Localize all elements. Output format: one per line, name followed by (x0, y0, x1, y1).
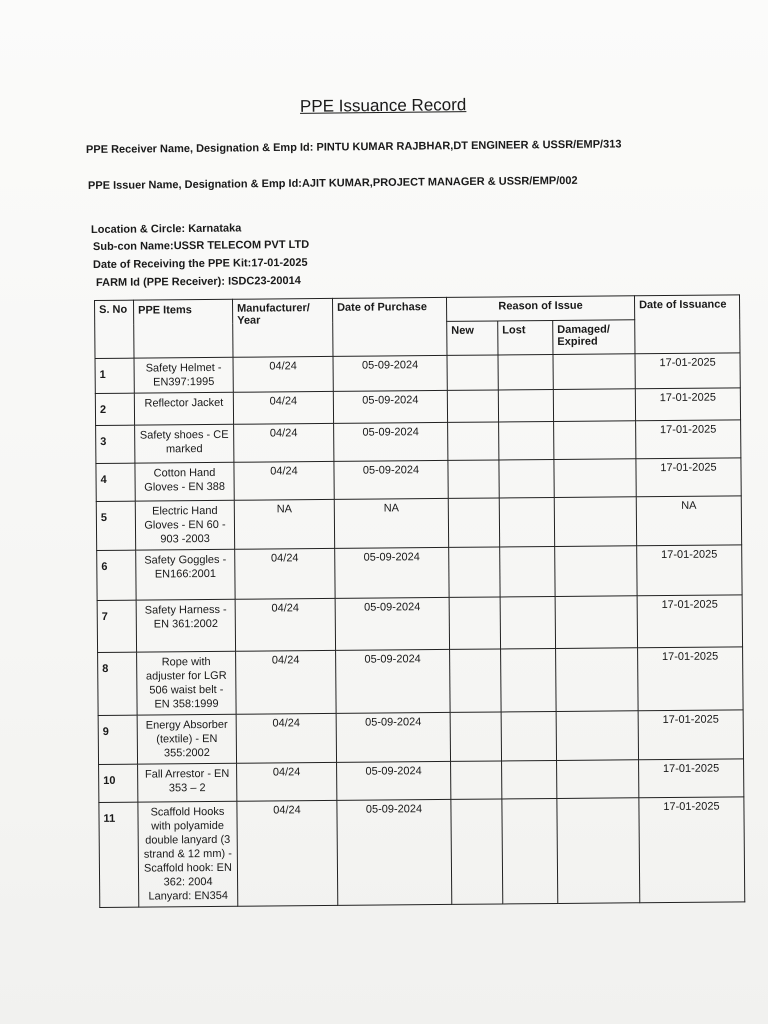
row-manufacturer-year: 04/24 (235, 598, 335, 651)
table-row (96, 420, 741, 464)
row-manufacturer-year: 04/24 (237, 762, 337, 801)
row-manufacturer-year: 04/24 (233, 356, 333, 392)
row-date-of-issuance: NA (636, 496, 741, 546)
header-sno: S. No (95, 300, 135, 358)
row-reason-damaged (555, 596, 637, 649)
row-reason-new (448, 460, 499, 498)
row-date-of-purchase: 05-09-2024 (335, 597, 449, 650)
row-ppe-item: Rope with adjuster for LGR 506 waist belt - EN 358:1999 (137, 651, 237, 715)
issuer-line (88, 175, 578, 192)
row-ppe-item: Fall Arrestor - EN 353 – 2 (138, 763, 237, 802)
table-row (99, 797, 745, 908)
row-date-of-issuance: 17-01-2025 (637, 545, 742, 596)
row-reason-new (449, 597, 500, 649)
row-date-of-issuance: 17-01-2025 (637, 595, 742, 648)
row-reason-damaged (554, 497, 636, 547)
row-reason-lost (502, 760, 557, 798)
row-date-of-purchase: 05-09-2024 (336, 649, 451, 713)
row-ppe-item: Safety Goggles - EN166:2001 (136, 549, 235, 600)
row-date-of-purchase: 05-09-2024 (336, 712, 450, 762)
header-reason-of-issue: Reason of Issue (446, 296, 634, 322)
row-reason-damaged (553, 354, 635, 390)
row-reason-damaged (556, 711, 638, 761)
header-date-of-purchase: Date of Purchase (332, 297, 447, 356)
row-date-of-purchase: 05-09-2024 (337, 799, 452, 905)
row-ppe-item: Scaffold Hooks with polyamide double lanyard (3 strand & 12 mm) - Scaffold hook: EN 362: 2004 Lanyard: EN354 (138, 801, 238, 907)
location-line (91, 222, 242, 236)
farm-id-line (96, 275, 301, 289)
table-row (95, 353, 740, 394)
table-row (98, 647, 744, 716)
row-reason-lost (500, 546, 555, 596)
row-reason-damaged (553, 389, 635, 422)
ppe-table (94, 294, 745, 908)
row-ppe-item: Energy Absorber (textile) - EN 355:2002 (137, 714, 236, 764)
row-manufacturer-year: 04/24 (234, 461, 334, 500)
row-reason-lost (499, 497, 554, 546)
row-sno: 10 (99, 764, 138, 802)
subcon-line (93, 239, 309, 253)
row-reason-new (451, 761, 502, 799)
row-manufacturer-year: 04/24 (236, 650, 337, 714)
row-manufacturer-year: 04/24 (237, 800, 338, 906)
row-reason-new (449, 547, 500, 597)
row-reason-damaged (554, 421, 636, 460)
row-date-of-purchase: 05-09-2024 (333, 355, 447, 391)
row-reason-damaged (555, 546, 637, 597)
row-reason-new (447, 390, 498, 422)
table-row (99, 759, 744, 803)
row-sno: 6 (97, 550, 136, 600)
farm-id-value: ISDC23-20014 (227, 274, 301, 288)
row-reason-lost (500, 596, 555, 648)
header-damaged-expired: Damaged/ Expired (553, 320, 635, 355)
row-date-of-issuance: 17-01-2025 (636, 458, 741, 497)
row-date-of-issuance: 17-01-2025 (635, 388, 740, 421)
header-manufacturer: Manufacturer/ Year (232, 298, 333, 357)
row-manufacturer-year: 04/24 (236, 713, 336, 763)
receiver-line (86, 138, 622, 156)
row-sno: 4 (96, 463, 135, 501)
row-sno: 1 (95, 358, 134, 393)
subcon-label: Sub-con Name: (92, 240, 174, 253)
receiver-label: PPE Receiver Name, Designation & Emp Id: (85, 141, 314, 156)
header-items: PPE Items (134, 299, 234, 358)
row-reason-lost (498, 354, 553, 389)
row-date-of-issuance: 17-01-2025 (635, 353, 740, 389)
row-reason-new (448, 422, 499, 460)
row-sno: 2 (95, 393, 134, 425)
issuer-value: AJIT KUMAR,PROJECT MANAGER & USSR/EMP/002 (301, 174, 578, 190)
row-sno: 11 (99, 802, 139, 907)
receiving-date-value: 17-01-2025 (251, 256, 308, 270)
row-reason-lost (498, 389, 553, 421)
row-sno: 7 (97, 600, 136, 652)
row-date-of-purchase: 05-09-2024 (334, 460, 448, 499)
row-date-of-purchase: 05-09-2024 (333, 390, 447, 423)
row-ppe-item: Safety Harness - EN 361:2002 (136, 599, 235, 652)
row-ppe-item: Safety shoes - CE marked (135, 424, 234, 463)
row-ppe-item: Cotton Hand Gloves - EN 388 (135, 462, 234, 501)
row-reason-lost (502, 798, 558, 903)
row-reason-damaged (556, 648, 639, 712)
document-title: PPE Issuance Record (299, 95, 467, 116)
row-date-of-issuance: 17-01-2025 (639, 759, 744, 798)
farm-id-label: FARM Id (PPE Receiver): (95, 275, 226, 289)
table-row (98, 710, 743, 765)
header-lost: Lost (498, 320, 553, 354)
table-row (96, 496, 741, 551)
row-reason-damaged (557, 760, 639, 799)
row-manufacturer-year: 04/24 (233, 391, 333, 424)
location-value: Karnataka (188, 222, 242, 235)
location-label: Location & Circle: (90, 223, 186, 236)
row-date-of-issuance: 17-01-2025 (636, 420, 741, 459)
row-sno: 9 (98, 715, 137, 764)
row-date-of-issuance: 17-01-2025 (639, 797, 745, 903)
table-row (96, 458, 741, 502)
row-date-of-purchase: NA (334, 498, 448, 548)
row-reason-lost (501, 711, 556, 760)
row-ppe-item: Electric Hand Gloves - EN 60 - 903 -2003 (135, 500, 234, 550)
subcon-value: USSR TELECOM PVT LTD (173, 238, 310, 253)
receiving-date-line (93, 257, 308, 271)
row-reason-new (447, 355, 498, 390)
row-sno: 3 (96, 425, 135, 463)
header-new: New (447, 321, 498, 355)
row-reason-lost (499, 421, 554, 459)
row-manufacturer-year: 04/24 (234, 423, 334, 462)
row-reason-damaged (554, 459, 636, 498)
row-ppe-item: Reflector Jacket (134, 392, 233, 425)
table-row (97, 595, 742, 653)
row-reason-new (450, 712, 501, 761)
row-date-of-purchase: 05-09-2024 (337, 761, 451, 800)
row-sno: 5 (96, 501, 135, 550)
row-manufacturer-year: 04/24 (235, 548, 335, 599)
issuer-label: PPE Issuer Name, Designation & Emp Id: (87, 177, 303, 192)
header-date-of-issuance: Date of Issuance (634, 295, 740, 354)
table-row (97, 545, 742, 601)
row-ppe-item: Safety Helmet - EN397:1995 (134, 357, 233, 393)
row-reason-lost (501, 648, 557, 711)
receiving-date-label: Date of Receiving the PPE Kit: (92, 257, 252, 271)
row-reason-damaged (557, 798, 640, 904)
row-manufacturer-year: NA (234, 499, 334, 549)
row-reason-new (448, 498, 499, 547)
row-sno: 8 (98, 652, 138, 715)
row-date-of-issuance: 17-01-2025 (638, 647, 744, 711)
row-reason-lost (499, 459, 554, 497)
row-reason-new (450, 649, 502, 712)
row-date-of-purchase: 05-09-2024 (334, 422, 448, 461)
row-date-of-issuance: 17-01-2025 (638, 710, 743, 760)
row-reason-new (451, 799, 503, 904)
receiver-value: PINTU KUMAR RAJBHAR,DT ENGINEER & USSR/EMP/313 (316, 138, 622, 154)
row-date-of-purchase: 05-09-2024 (335, 547, 449, 598)
